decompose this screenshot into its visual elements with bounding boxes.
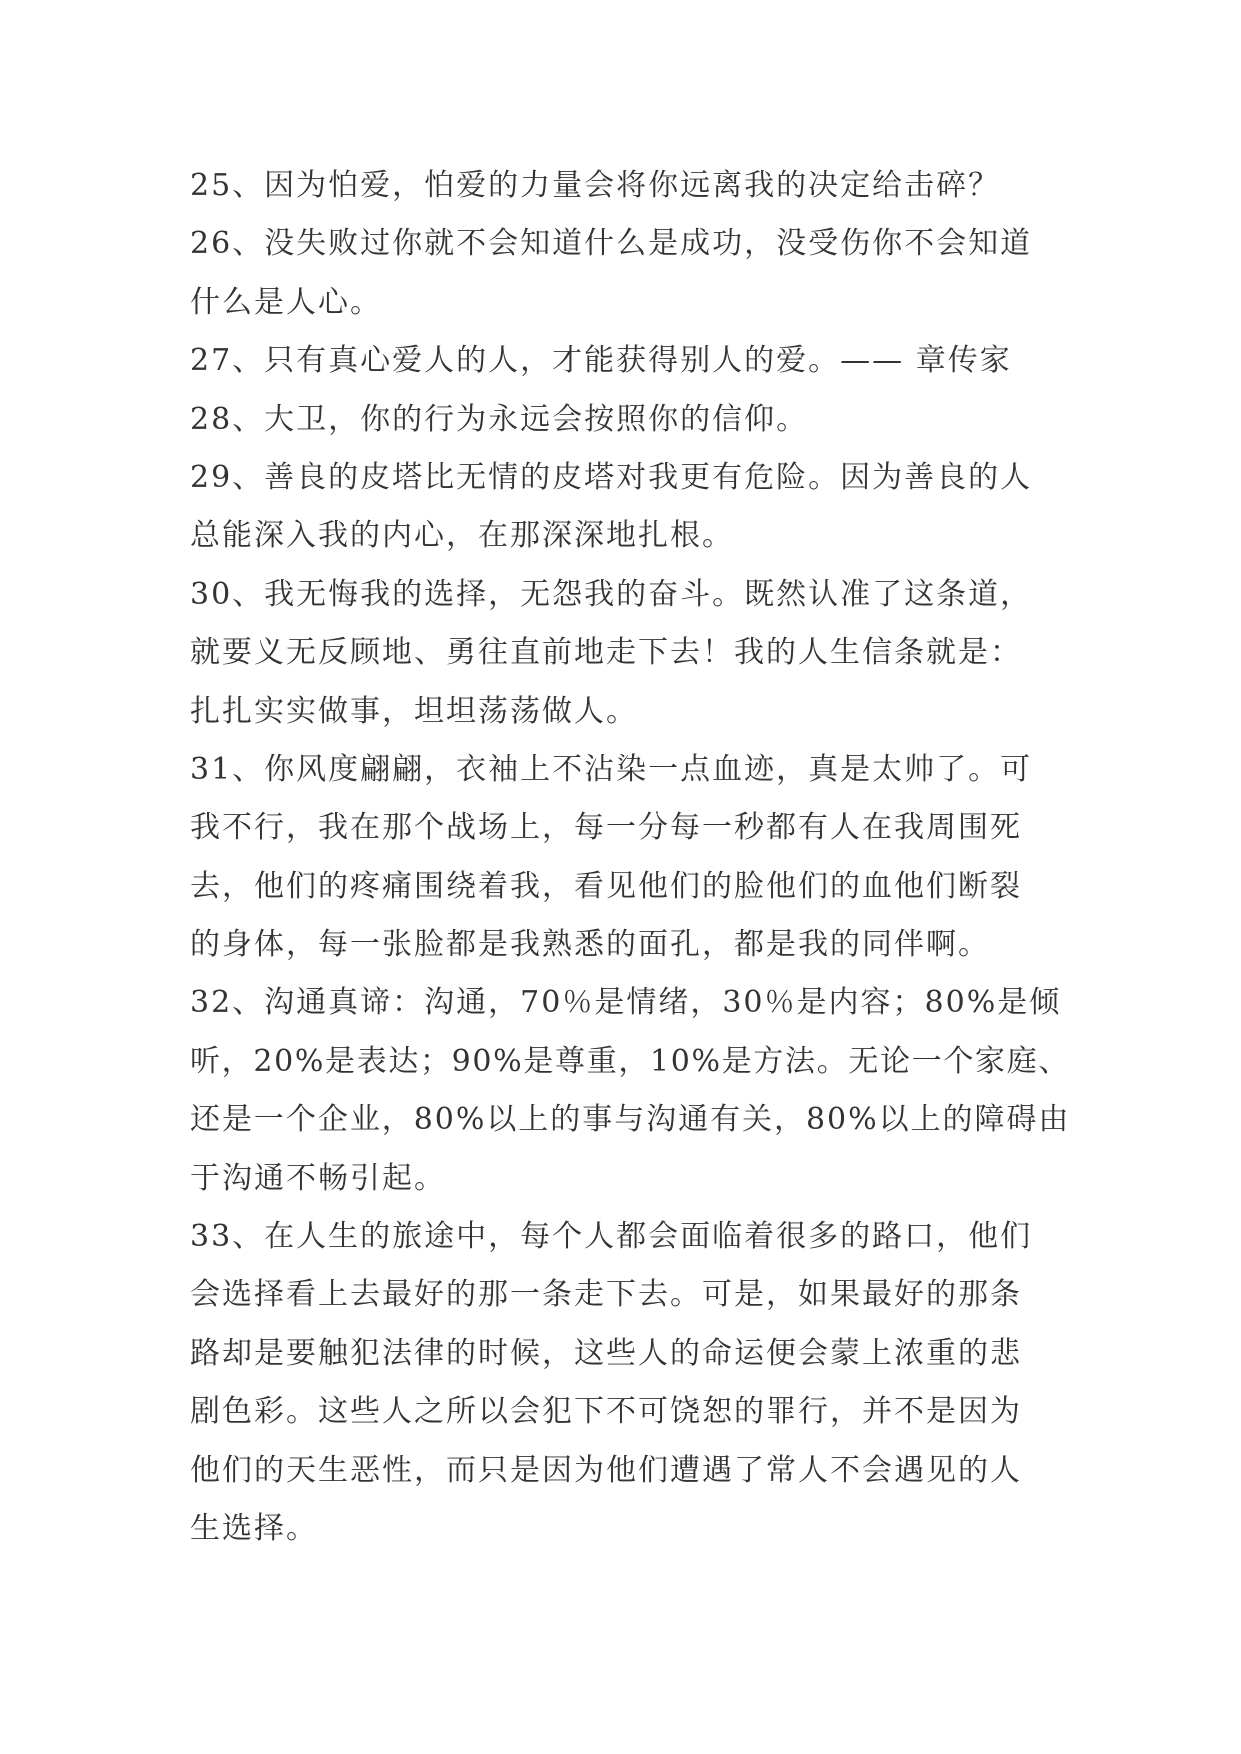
text-line: 去，他们的疼痛围绕着我，看见他们的脸他们的血他们断裂 <box>190 868 1022 904</box>
text-line: 就要义无反顾地、勇往直前地走下去！我的人生信条就是： <box>190 635 1022 671</box>
text-line: 生选择。 <box>190 1510 318 1546</box>
text-line: 27、只有真心爱人的人，才能获得别人的爱。—— 章传家 <box>190 343 1012 379</box>
text-line: 33、在人生的旅途中，每个人都会面临着很多的路口，他们 <box>190 1219 1033 1255</box>
text-line: 26、没失败过你就不会知道什么是成功，没受伤你不会知道 <box>190 226 1033 262</box>
text-line: 25、因为怕爱，怕爱的力量会将你远离我的决定给击碎？ <box>190 168 1001 203</box>
text-line: 剧色彩。这些人之所以会犯下不可饶恕的罪行，并不是因为 <box>190 1394 1022 1430</box>
text-line: 会选择看上去最好的那一条走下去。可是，如果最好的那条 <box>190 1277 1022 1313</box>
text-line: 我不行，我在那个战场上，每一分每一秒都有人在我周围死 <box>190 810 1022 846</box>
text-line: 路却是要触犯法律的时候，这些人的命运便会蒙上浓重的悲 <box>190 1335 1022 1371</box>
document-body <box>190 157 1071 1558</box>
text-line: 28、大卫，你的行为永远会按照你的信仰。 <box>190 401 809 437</box>
text-line: 30、我无悔我的选择，无怨我的奋斗。既然认准了这条道， <box>190 576 1033 612</box>
text-line: 的身体，每一张脸都是我熟悉的面孔，都是我的同伴啊。 <box>190 927 990 963</box>
text-line: 于沟通不畅引起。 <box>190 1160 446 1196</box>
text-line: 扎扎实实做事，坦坦荡荡做人。 <box>190 693 638 729</box>
text-line: 31、你风度翩翩，衣袖上不沾染一点血迹，真是太帅了。可 <box>190 751 1033 787</box>
text-line: 他们的天生恶性，而只是因为他们遭遇了常人不会遇见的人 <box>190 1452 1022 1488</box>
text-line: 32、沟通真谛：沟通，70％是情绪，30％是内容；80%是倾 <box>190 985 1062 1021</box>
text-line: 什么是人心。 <box>190 284 382 320</box>
text-line: 29、善良的皮塔比无情的皮塔对我更有危险。因为善良的人 <box>190 459 1033 495</box>
text-line: 总能深入我的内心，在那深深地扎根。 <box>190 518 734 554</box>
text-line: 听，20%是表达；90%是尊重，10%是方法。无论一个家庭、 <box>190 1043 1071 1079</box>
text-line: 还是一个企业，80%以上的事与沟通有关，80%以上的障碍由 <box>190 1102 1071 1138</box>
